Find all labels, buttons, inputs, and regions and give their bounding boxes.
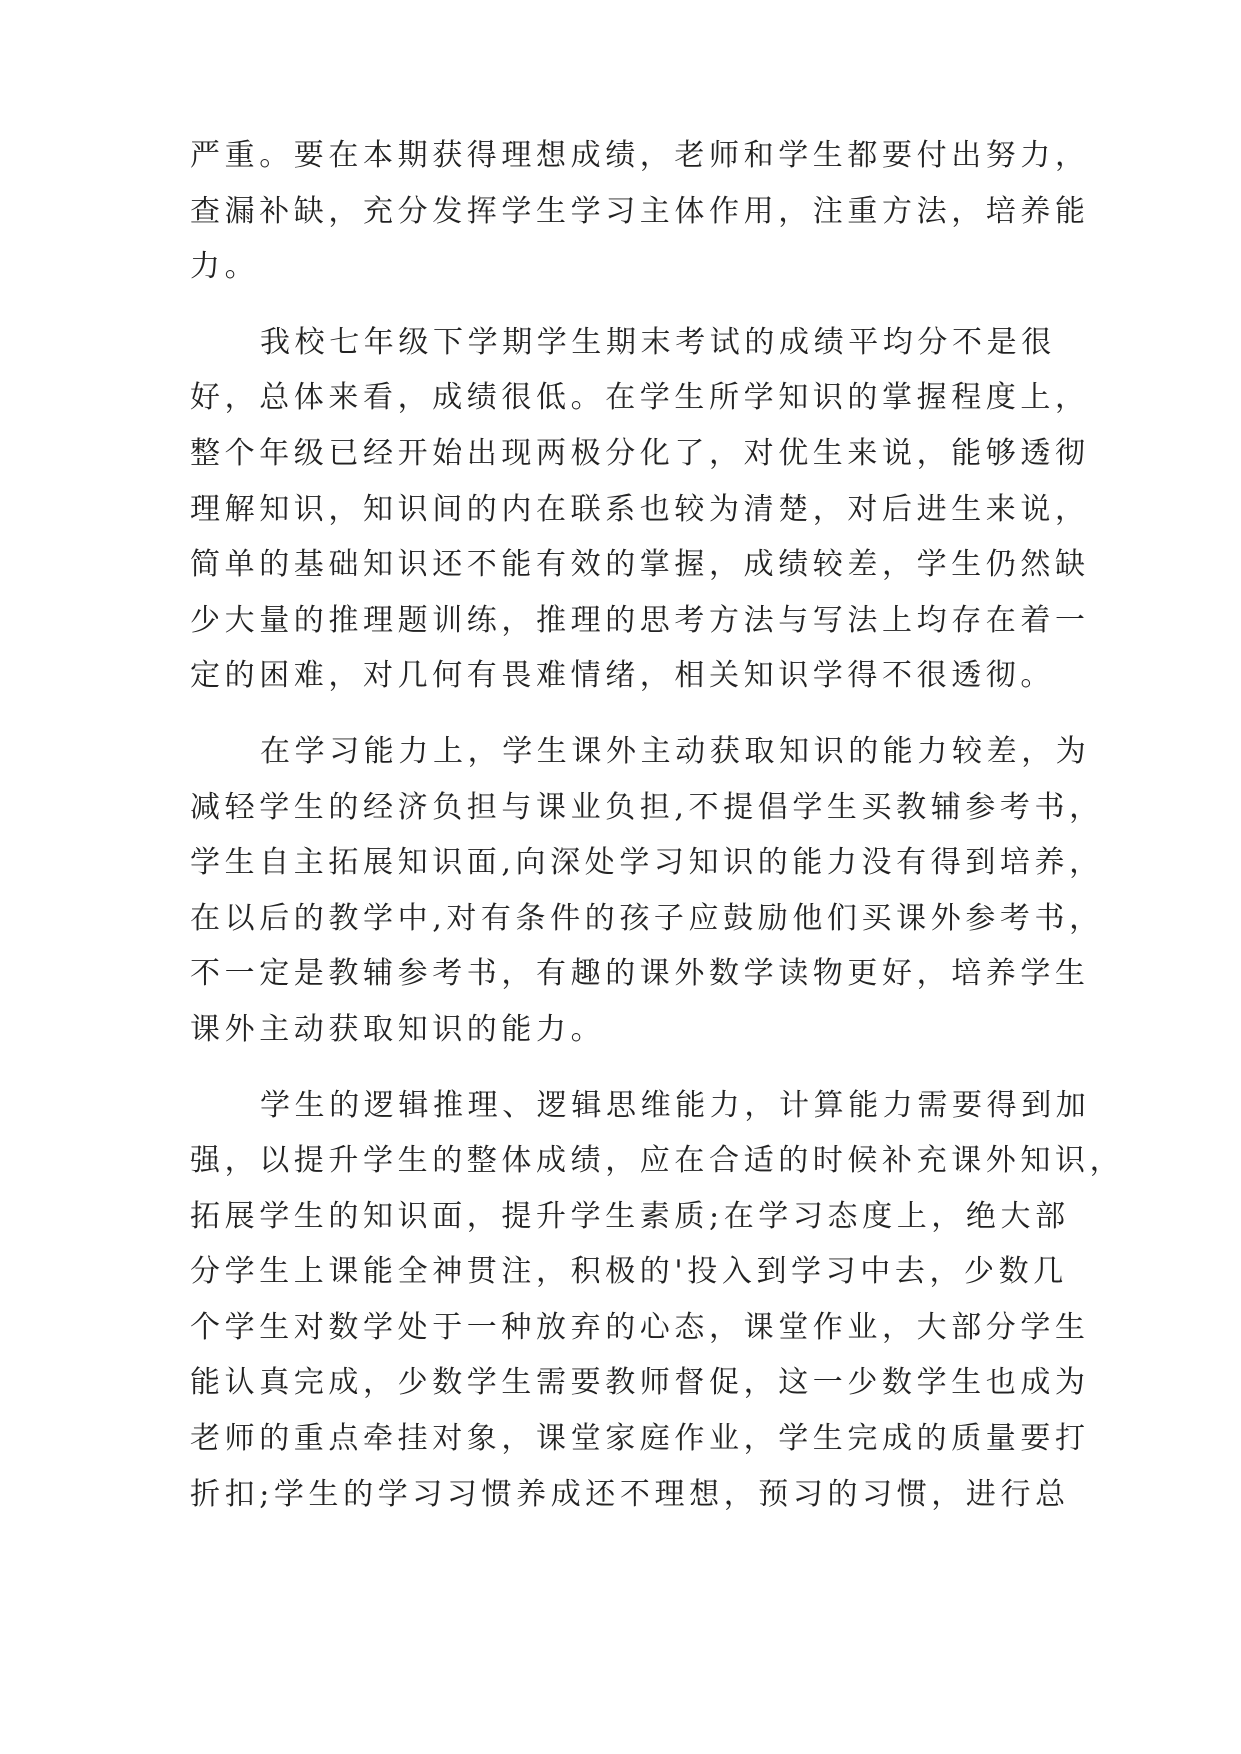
text-line: 分学生上课能全神贯注，积极的'投入到学习中去，少数几 bbox=[190, 1254, 1068, 1290]
text-line: 在以后的教学中,对有条件的孩子应鼓励他们买课外参考书， bbox=[190, 900, 1104, 936]
text-line: 查漏补缺，充分发挥学生学习主体作用，注重方法，培养能 bbox=[190, 193, 1090, 229]
paragraph bbox=[190, 724, 1104, 1058]
text-line: 减轻学生的经济负担与课业负担,不提倡学生买教辅参考书， bbox=[190, 789, 1104, 825]
text-line: 好，总体来看，成绩很低。在学生所学知识的掌握程度上， bbox=[190, 380, 1090, 416]
text-line: 学生的逻辑推理、逻辑思维能力，计算能力需要得到加 bbox=[260, 1087, 1091, 1123]
text-line: 在学习能力上，学生课外主动获取知识的能力较差，为 bbox=[260, 733, 1091, 769]
document-page bbox=[190, 128, 1125, 1522]
text-line: 整个年级已经开始出现两极分化了，对优生来说，能够透彻 bbox=[190, 435, 1090, 471]
text-line: 定的困难，对几何有畏难情绪，相关知识学得不很透彻。 bbox=[190, 658, 1055, 694]
paragraph-spacer bbox=[190, 295, 1050, 315]
paragraph bbox=[190, 1078, 1125, 1523]
text-line: 强，以提升学生的整体成绩，应在合适的时候补充课外知识， bbox=[190, 1143, 1125, 1179]
text-line: 折扣;学生的学习习惯养成还不理想，预习的习惯，进行总 bbox=[190, 1476, 1070, 1512]
text-line: 力。 bbox=[190, 249, 260, 285]
paragraph-spacer bbox=[190, 704, 1050, 724]
text-line: 能认真完成，少数学生需要教师督促，这一少数学生也成为 bbox=[190, 1365, 1090, 1401]
paragraph-spacer bbox=[190, 1058, 1050, 1078]
text-line: 拓展学生的知识面，提升学生素质;在学习态度上，绝大部 bbox=[190, 1198, 1070, 1234]
text-line: 老师的重点牵挂对象，课堂家庭作业，学生完成的质量要打 bbox=[190, 1421, 1090, 1457]
paragraph bbox=[190, 315, 1090, 704]
text-line: 严重。要在本期获得理想成绩，老师和学生都要付出努力， bbox=[190, 138, 1090, 173]
text-line: 学生自主拓展知识面,向深处学习知识的能力没有得到培养， bbox=[190, 845, 1104, 881]
text-line: 理解知识，知识间的内在联系也较为清楚，对后进生来说， bbox=[190, 491, 1090, 527]
text-line: 少大量的推理题训练，推理的思考方法与写法上均存在着一 bbox=[190, 602, 1090, 638]
paragraph bbox=[190, 128, 1090, 295]
text-line: 简单的基础知识还不能有效的掌握，成绩较差，学生仍然缺 bbox=[190, 547, 1090, 583]
text-line: 我校七年级下学期学生期末考试的成绩平均分不是很 bbox=[260, 324, 1056, 360]
text-line: 课外主动获取知识的能力。 bbox=[190, 1011, 606, 1047]
text-line: 个学生对数学处于一种放弃的心态，课堂作业，大部分学生 bbox=[190, 1309, 1090, 1345]
text-line: 不一定是教辅参考书，有趣的课外数学读物更好，培养学生 bbox=[190, 956, 1090, 992]
